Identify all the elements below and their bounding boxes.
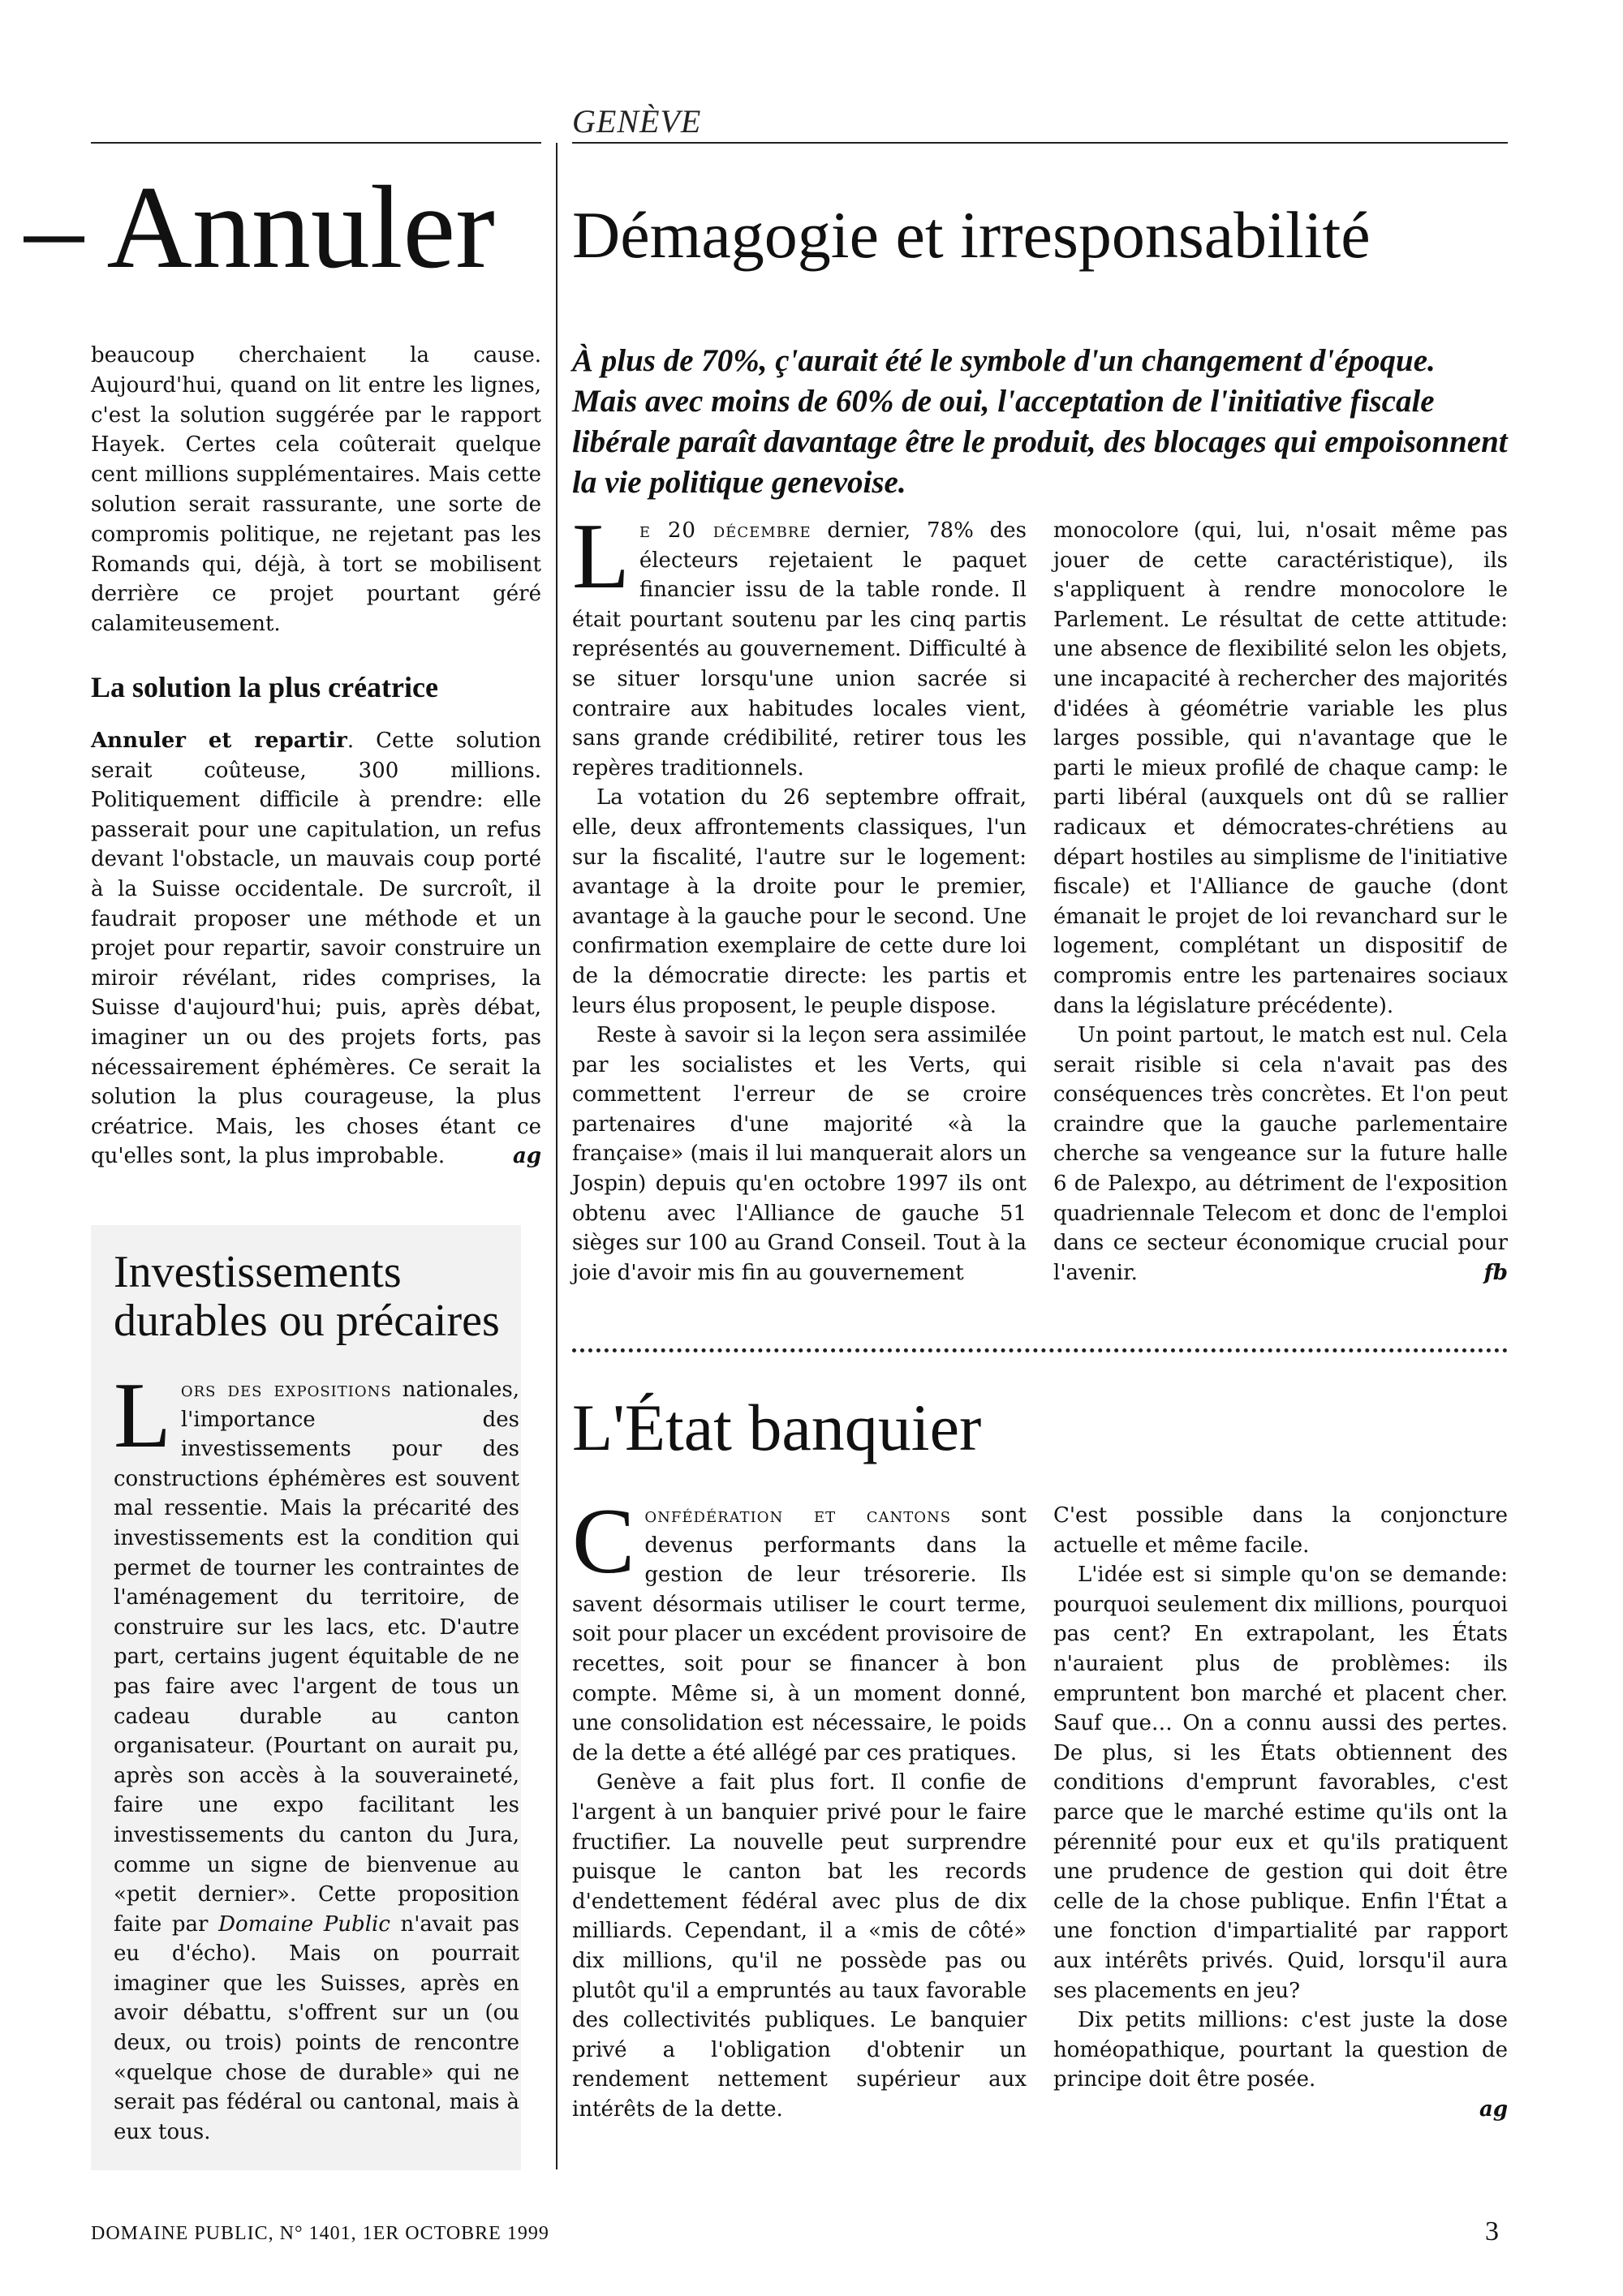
- etat-paragraph: L'idée est si simple qu'on se demande: pourquoi seulement dix millions, pourquoi pas cent? En extrapolant, les États n'auraient plus de problèmes: ils empruntent bon marché et placent cher. Sauf que… On a connu aussi des pertes. De plus, si les États obtiennent des conditions d'emprunt favorables, c'est parce que le marché estime qu'ils ont la pérennité pour eux et qu'ils pratiquent une prudence de gestion qui doit être celle de la chose publique. Enfin l'État a une fonction d'impartialité par rapport aux intérêts privés. Quid, lorsqu'il aura ses placements en jeu?: [1053, 1563, 1508, 2003]
- annuler-body: beaucoup cherchaient la cause. Aujourd'hui, quand on lit entre les lignes, c'est la solution suggérée par le rapport Hayek. Certes cela coûterait quelque cent millions supplémentaires. Mais cette solution serait rassurante, une sorte de compromis politique, ne rejetant pas les Romands qui, déjà, à tort se mobilisent derrière ce projet pourtant géré calamiteusement.: [91, 343, 541, 637]
- column-divider: [556, 143, 558, 2169]
- demagogie-lede: À plus de 70%, ç'aurait été le symbole d'un changement d'époque. Mais avec moins de 60% de oui, l'acceptation de l'initiative fiscale libérale paraît davantage être le produit, des blocages qui empoisonnent la vie politique genevoise.: [572, 343, 1508, 500]
- etat-title: L'État banquier: [572, 1391, 982, 1464]
- etat-paragraph: C'est possible dans la conjoncture actuelle et même facile.: [1053, 1503, 1508, 1558]
- demagogie-paragraph: Reste à savoir si la leçon sera assimilée par les socialistes et les Verts, qui commettent l'erreur de se croire partenaires d'une majorité «à la française» (mais il lui manquerait alors un Jospin) depuis qu'en octobre 1997 ils ont obtenu avec l'Alliance de gauche 51 sièges sur 100 au Grand Conseil. Tout à la joie d'avoir mis fin au gouvernement: [572, 1023, 1027, 1285]
- demagogie-paragraph: [1053, 1021, 1508, 1288]
- invest-italic: Domaine Public: [218, 1911, 390, 1937]
- demagogie-column-1: [572, 505, 1027, 1288]
- invest-title: Investissements durables ou précaires: [114, 1247, 500, 1346]
- footer-publication: DOMAINE PUBLIC, N° 1401, 1ER OCTOBRE 1999: [91, 2223, 549, 2244]
- invest-body-b: n'avait pas eu d'écho). Mais on pourrait imaginer que les Suisses, après en avoir débattu, s'offrent sur un (ou deux, ou trois) points de rencontre «quelque chose de durable» qui ne serait pas fédéral ou cantonal, mais à eux tous.: [114, 1911, 519, 2144]
- demagogie-col1-p1: dernier, 78% des électeurs rejetaient le paquet financier issu de la table ronde. Il était pourtant soutenu par les cinq partis représentés au gouvernement. Difficulté à se situer lorsqu'une union sacrée si contraire aux habitudes locales vient, sans grande crédibilité, retirer tous les repères traditionnels.: [572, 518, 1027, 780]
- demagogie-paragraph: [572, 505, 1027, 783]
- demagogie-col2-p2: Un point partout, le match est nul. Cela serait risible si cela n'avait pas des conséquences très concrètes. Et l'on peut craindre que la gauche parlementaire cherche sa vengeance sur la future halle 6 de Palexpo, au détriment de l'exposition quadriennale Telecom et donc de l'emploi dans ce secteur économique crucial pour l'avenir.: [1053, 1023, 1508, 1285]
- annuler-body-2: [91, 726, 541, 1172]
- section-label: GENÈVE: [572, 103, 702, 140]
- dotted-separator: [572, 1348, 1508, 1352]
- demagogie-paragraph: La votation du 26 septembre offrait, elle, deux affrontements classiques, l'un sur la fiscalité, l'autre sur le logement: avantage à la droite pour le premier, avantage à la gauche pour le second. Une confirmation exemplaire de cette dure loi de la démocratie directe: les partis et leurs élus proposent, le peuple dispose.: [572, 785, 1027, 1018]
- etat-col1-p1: sont devenus performants dans la gestion de leur trésorerie. Ils savent désormais utiliser le court terme, soit pour placer un excédent provisoire de recettes, soit pour se financer à bon compte. Même si, à un moment donné, une consolidation est nécessaire, le poids de la dette a été allégé par ces pratiques.: [572, 1503, 1027, 1765]
- etat-smallcaps: onfédération et cantons: [644, 1503, 952, 1528]
- etat-signature: ag: [1479, 2096, 1508, 2122]
- annuler-body-2-text: . Cette solution serait coûteuse, 300 millions. Politiquement difficile à prendre: elle passerait pour une capitulation, un refus devant l'obstacle, un mauvais coup porté à la Suisse occidentale. De surcroît, il faudrait proposer une méthode et un projet pour repartir, savoir construire un miroir révélant, rides comprises, la Suisse d'aujourd'hui; puis, après débat, imaginer un ou des projets forts, pas nécessairement éphémères. Ce serait la solution la plus courageuse, la plus créatrice. Mais, les choses étant ce qu'elles sont, la plus improbable.: [91, 729, 541, 1169]
- demagogie-signature: fb: [1483, 1260, 1508, 1285]
- etat-paragraph: [572, 1490, 1027, 1768]
- demagogie-paragraph: monocolore (qui, lui, n'osait même pas jouer de cette caractéristique), ils s'appliquent à rendre monocolore le Parlement. Le résultat de cette attitude: une absence de flexibilité selon les objets, une incapacité à rechercher des majorités d'idées à géométrie variable les plus larges possible, qui n'avantage que le parti le mieux profilé de chaque camp: le parti libéral (auxquels ont dû se rallier radicaux et démocrates-chrétiens au départ hostiles au simplisme de l'initiative fiscale) et l'Alliance de gauche (dont émanait le projet de loi revanchard sur le logement, complétant un dispositif de compromis entre les partenaires sociaux dans la législature précédente).: [1053, 518, 1508, 1018]
- etat-column-1: [572, 1490, 1027, 2124]
- annuler-subhead: La solution la plus créatrice: [91, 671, 438, 703]
- invest-body: [114, 1364, 520, 2147]
- invest-body-a: nationales, l'importance des investissements pour des constructions éphémères est souvent mal ressentie. Mais la précarité des investissements est la condition qui permet de tourner les contraintes de l'aménagement du territoire, de construire sur les lacs, etc. D'autre part, certains jugent équitable de ne pas faire avec l'argent de tous un cadeau durable au canton organisateur. (Pourtant on aurait pu, après son accès à la souveraineté, faire une expo facilitant les investissements du canton du Jura, comme un signe de bienvenue au «petit dernier». Cette proposition faite par: [114, 1378, 520, 1937]
- demagogie-title: Démagogie et irresponsabilité: [572, 198, 1371, 272]
- demagogie-smallcaps: e 20 décembre: [639, 518, 812, 543]
- etat-paragraph: Dix petits millions: c'est juste la dose homéopathique, pourtant la question de principe doit être posée.: [1053, 2008, 1508, 2092]
- top-rule-left: [91, 142, 541, 144]
- etat-dropcap: C: [572, 1490, 635, 1593]
- etat-column-2: [1053, 1501, 1508, 2124]
- demagogie-column-2: [1053, 516, 1508, 1288]
- annuler-lead: Annuler et repartir: [91, 729, 347, 753]
- top-rule-right: [572, 142, 1508, 144]
- annuler-title: – Annuler: [24, 161, 495, 293]
- demagogie-dropcap: L: [572, 505, 630, 608]
- page-number: 3: [1485, 2216, 1499, 2247]
- invest-dropcap: L: [114, 1364, 171, 1468]
- etat-paragraph: Genève a fait plus fort. Il confie de l'argent à un banquier privé pour le faire fructifier. La nouvelle peut surprendre puisque le canton bat les records d'endettement fédéral avec plus de dix milliards. Cependant, il a «mis de côté» dix millions, qu'il ne possède pas ou plutôt qu'il a empruntés au taux favorable des collectivités publiques. Le banquier privé a l'obligation d'obtenir un rendement nettement supérieur aux intérêts de la dette.: [572, 1770, 1027, 2122]
- annuler-signature: ag: [512, 1144, 541, 1169]
- invest-smallcaps: ors des expositions: [180, 1378, 392, 1402]
